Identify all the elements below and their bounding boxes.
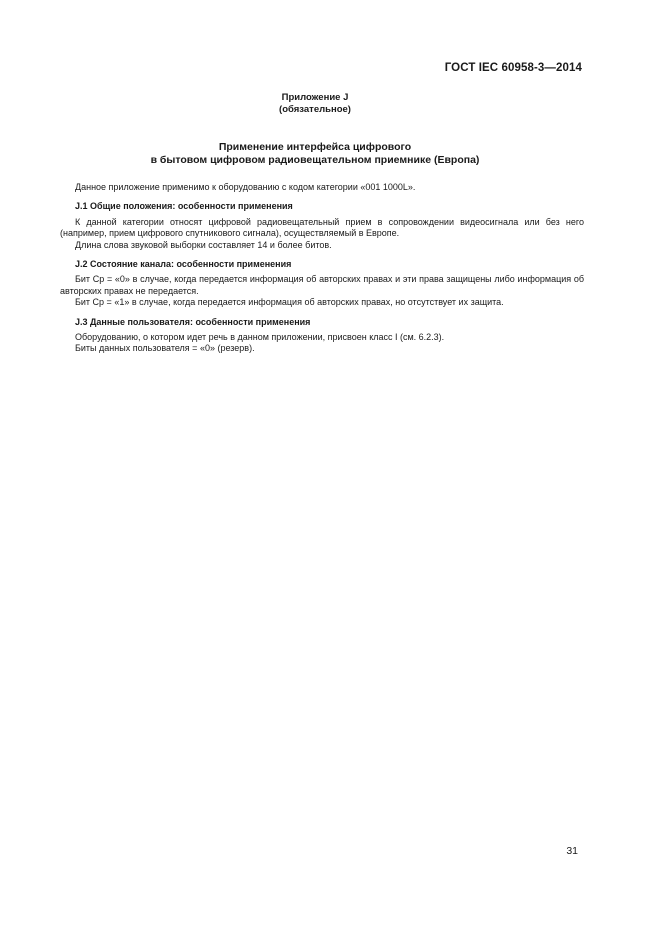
appendix-title: [0, 141, 630, 167]
section-heading-j3: J.3 Данные пользователя: особенности применения: [75, 316, 311, 327]
section-heading-j1: J.1 Общие положения: особенности применения: [75, 201, 293, 212]
document-code: ГОСТ IEC 60958-3—2014: [444, 62, 582, 74]
appendix-status: (обязательное): [279, 104, 351, 115]
paragraph-j1-2: Длина слова звуковой выборки составляет 14 и более битов.: [75, 239, 332, 250]
paragraph-j1-1: К данной категории относят цифровой радиовещательный прием в сопровождении видеосигнала или без него (например, прием цифрового спутникового сигнала), осуществляемый в Европе.: [60, 216, 584, 239]
document-body: [60, 182, 584, 355]
intro-paragraph: Данное приложение применимо к оборудованию с кодом категории «001 1000L».: [75, 182, 416, 192]
page-number: 31: [566, 845, 578, 857]
paragraph-j3-1: Оборудованию, о котором идет речь в данном приложении, присвоен класс I (см. 6.2.3).: [75, 332, 445, 343]
paragraph-j3-2: Биты данных пользователя = «0» (резерв).: [75, 343, 255, 354]
paragraph-j2-2: Бит Cp = «1» в случае, когда передается информация об авторских правах, но отсутствует их защита.: [75, 297, 504, 308]
section-heading-j2: J.2 Состояние канала: особенности применения: [75, 259, 292, 270]
appendix-title-line-1: Применение интерфейса цифрового: [218, 141, 412, 153]
appendix-title-line-2: в бытовом цифровом радиовещательном приемнике (Европа): [150, 154, 480, 166]
appendix-heading: [0, 92, 630, 116]
appendix-label: Приложение J: [281, 92, 349, 103]
paragraph-j2-1: Бит Cp = «0» в случае, когда передается информация об авторских правах и эти права защищены либо информация об авторских правах не передается.: [60, 274, 584, 296]
